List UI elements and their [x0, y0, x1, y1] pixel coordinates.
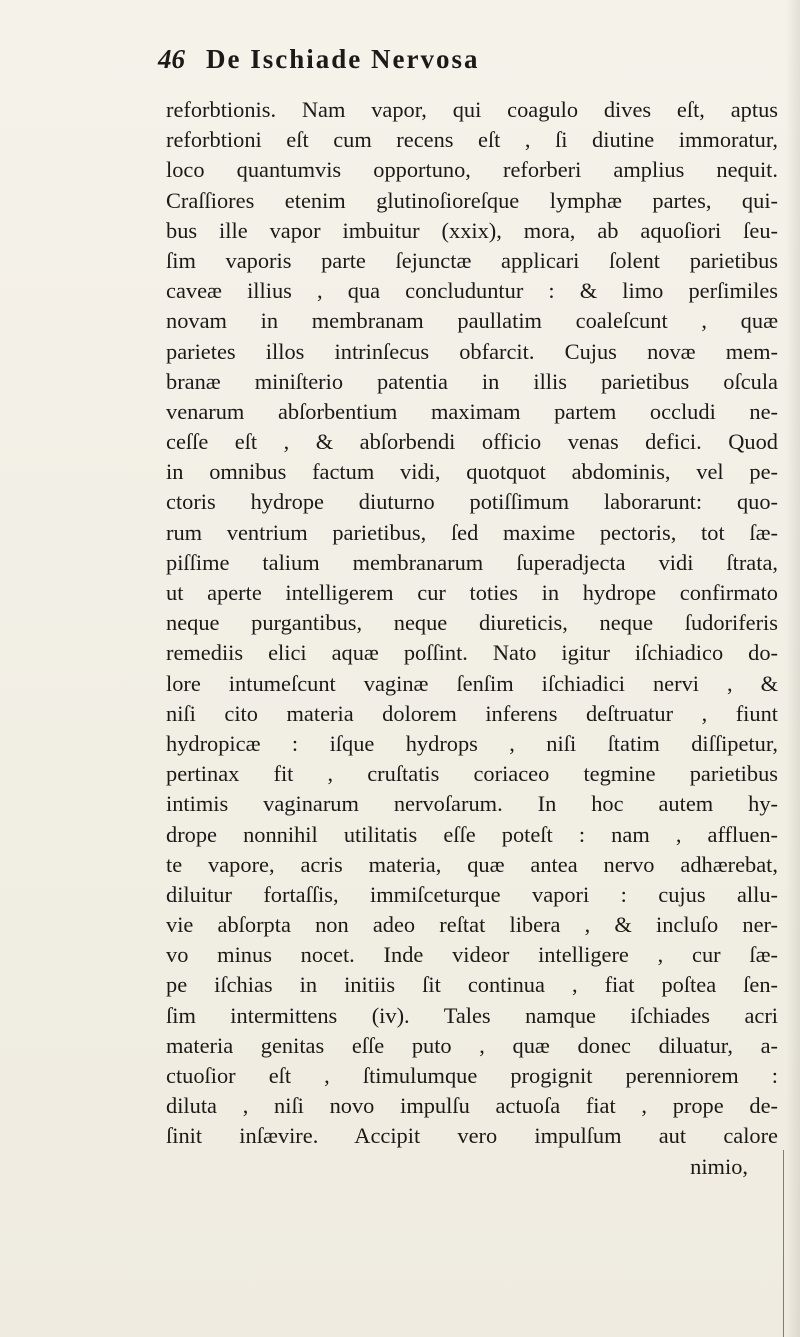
text-line: materia genitas eſſe puto , quæ donec diluatur, a- [166, 1032, 778, 1058]
text-line: remediis elici aquæ poſſint. Nato igitur iſchiadico do- [166, 640, 778, 666]
text-line: ceſſe eſt , & abſorbendi officio venas defici. Quod [166, 429, 778, 455]
text-line: ſim intermittens (iv). Tales namque iſchiades acri [166, 1002, 778, 1028]
text-line: ut aperte intelligerem cur toties in hydrope confirmato [166, 580, 778, 605]
page-number: 46 [158, 44, 185, 74]
text-line: te vapore, acris materia, quæ antea nervo adhærebat, [166, 851, 778, 877]
text-line: niſi cito materia dolorem inferens deſtruatur , fiunt [166, 700, 778, 726]
text-line: caveæ illius , qua concluduntur : & limo perſimiles [166, 278, 778, 304]
text-line: novam in membranam paullatim coaleſcunt , quæ [166, 308, 778, 334]
text-line: piſſime talium membranarum ſuperadjecta vidi ſtrata, [166, 549, 778, 575]
text-line: Craſſiores etenim glutinoſioreſque lymphæ partes, qui- [166, 187, 778, 213]
text-line: pertinax fit , cruſtatis coriaceo tegmine parietibus [166, 761, 778, 787]
body-text [166, 95, 778, 1182]
text-line: vie abſorpta non adeo reſtat libera , & incluſo ner- [166, 912, 778, 938]
text-line: intimis vaginarum nervoſarum. In hoc autem hy- [166, 791, 778, 817]
text-line: pe iſchias in initiis ſit continua , fiat poſtea ſen- [166, 972, 778, 998]
text-line: rum ventrium parietibus, ſed maxime pectoris, tot ſæ- [166, 519, 778, 545]
text-line: lore intumeſcunt vaginæ ſenſim iſchiadici nervi , & [166, 670, 778, 696]
text-line: reforbtioni eſt cum recens eſt , ſi diutine immoratur, [166, 127, 778, 153]
text-line: drope nonnihil utilitatis eſſe poteſt : nam , affluen- [166, 821, 778, 847]
text-line: branæ miniſterio patentia in illis parietibus oſcula [166, 368, 778, 394]
text-line: venarum abſorbentium maximam partem occludi ne- [166, 398, 778, 424]
text-line-catchword: nimio, [690, 1153, 748, 1179]
running-head-title: De Ischiade Nervosa [206, 44, 480, 74]
text-line: diluitur fortaſſis, immiſceturque vapori : cujus allu- [166, 881, 778, 907]
text-line: ſim vaporis parte ſejunctæ applicari ſolent parietibus [166, 247, 778, 273]
text-line: hydropicæ : iſque hydrops , niſi ſtatim diſſipetur, [166, 730, 778, 756]
text-line: in omnibus factum vidi, quotquot abdominis, vel pe- [166, 459, 778, 485]
page-edge-shadow [786, 0, 800, 1337]
text-line: ctuoſior eſt , ſtimulumque progignit perenniorem : [166, 1063, 778, 1088]
text-line: reforbtionis. Nam vapor, qui coagulo dives eſt, aptus [166, 97, 778, 122]
text-line: ſinit inſævire. Accipit vero impulſum aut calore [166, 1123, 778, 1149]
text-line: parietes illos intrinſecus obfarcit. Cujus novæ mem- [166, 338, 778, 364]
text-line: ctoris hydrope diuturno potiſſimum laborarunt: quo- [166, 489, 778, 515]
page-edge-line [783, 1150, 784, 1337]
text-line: neque purgantibus, neque diureticis, neque ſudoriferis [166, 610, 778, 636]
text-line: loco quantumvis opportuno, reforberi amplius nequit. [166, 157, 778, 183]
text-line: vo minus nocet. Inde videor intelligere , cur ſæ- [166, 942, 778, 968]
text-line: bus ille vapor imbuitur (xxix), mora, ab aquoſiori ſeu- [166, 217, 778, 243]
running-head [158, 44, 758, 84]
text-line: diluta , niſi novo impulſu actuoſa fiat , prope de- [166, 1093, 778, 1119]
